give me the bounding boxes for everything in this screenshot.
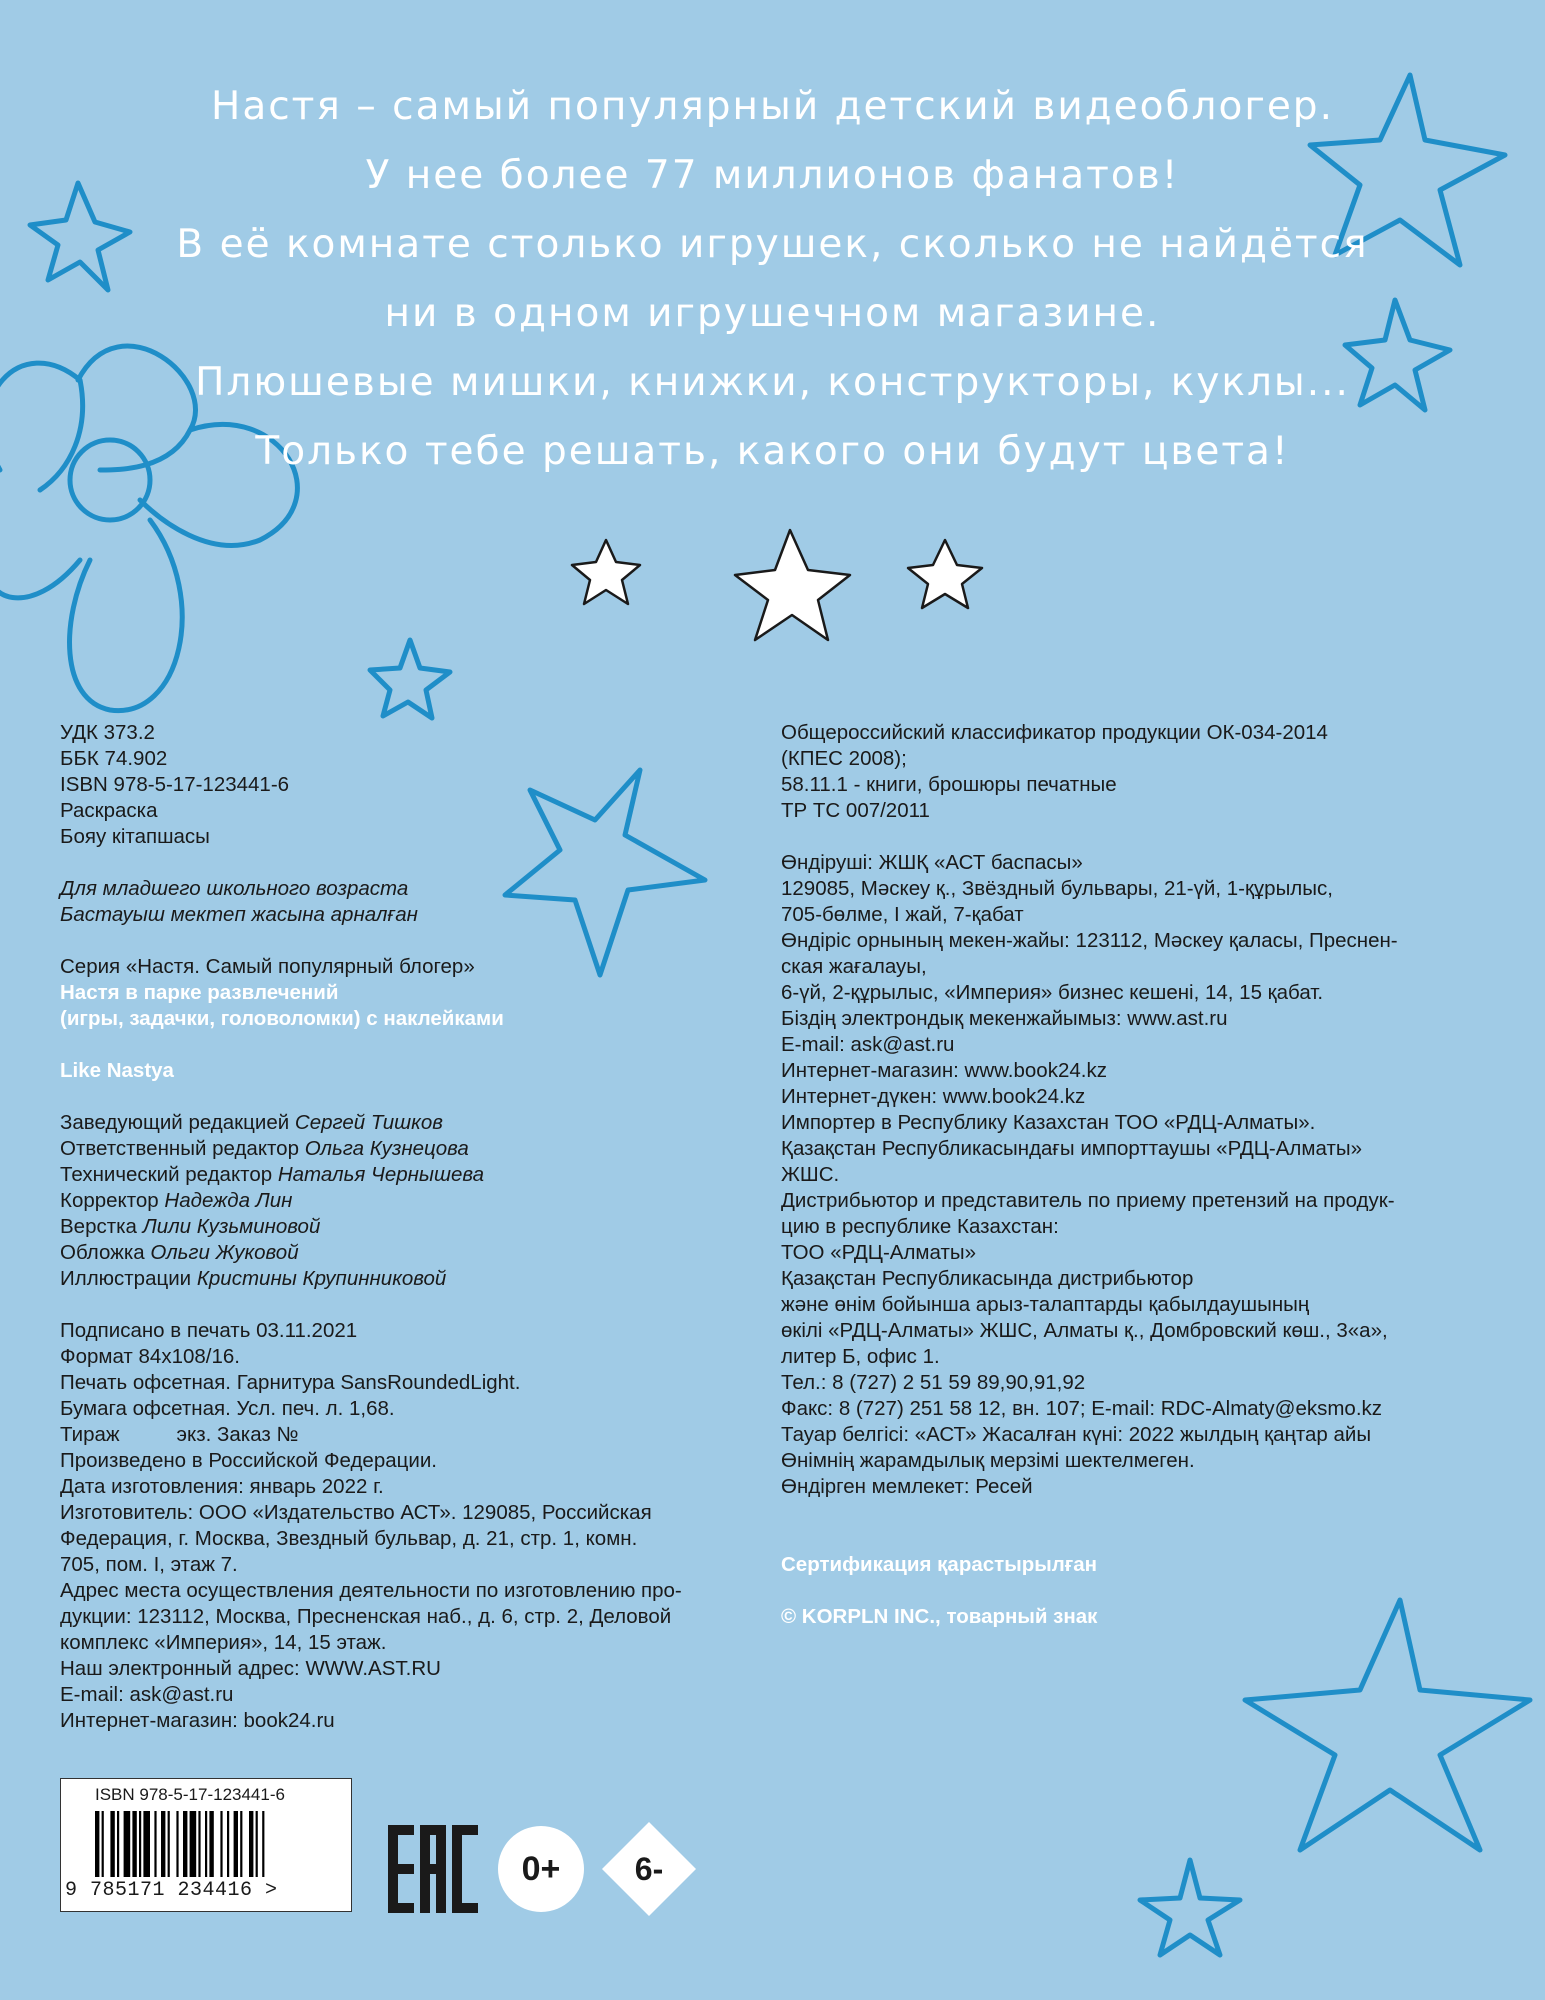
book-title: Настя в парке развлечений (60, 981, 339, 1004)
tagline (150, 72, 1395, 486)
barcode-bar (220, 1811, 222, 1877)
staff-line (60, 1136, 780, 1162)
tagline-line: В её комнате столько игрушек, сколько не найдётся (176, 222, 1369, 267)
kz-info-line: Интернет-дүкен: www.book24.kz (781, 1085, 1086, 1108)
barcode-bar (227, 1811, 229, 1877)
age-kz: Бастауыш мектеп жасына арналған (60, 903, 418, 926)
barcode-bar (168, 1811, 170, 1877)
barcode-bar (249, 1811, 253, 1877)
staff-name: Лили Кузьминовой (142, 1215, 321, 1238)
kz-info-line: және өнім бойынша арыз-талаптарды қабылдаушының (781, 1293, 1310, 1316)
star-outline-icon (1245, 1600, 1530, 1850)
kz-info-line: ЖШС. (781, 1163, 840, 1186)
kz-info-line: цию в республике Казахстан: (781, 1215, 1059, 1238)
barcode-bar (190, 1811, 197, 1877)
kz-info-line: Интернет-магазин: www.book24.kz (781, 1059, 1107, 1082)
udk-code: УДК 373.2 (60, 721, 155, 744)
kz-info-line: Импортер в Республику Казахстан ТОО «РДЦ-Алматы». (781, 1111, 1316, 1134)
tagline-line: Только тебе решать, какого они будут цвета! (255, 429, 1290, 474)
print-info-line: Интернет-магазин: book24.ru (60, 1709, 335, 1732)
barcode-bar (183, 1811, 187, 1877)
print-info-line: E-mail: ask@ast.ru (60, 1683, 234, 1706)
barcode-bar (205, 1811, 207, 1877)
print-info-line: Тираж экз. Заказ № (60, 1423, 299, 1446)
kz-info-line: 705-бөлме, I жай, 7-қабат (781, 903, 1024, 926)
tagline-line: ни в одном игрушечном магазине. (384, 291, 1161, 336)
kz-info-line: Тел.: 8 (727) 2 51 59 89,90,91,92 (781, 1371, 1086, 1394)
kz-info-line: Қазақстан Республикасында дистрибьютор (781, 1267, 1194, 1290)
print-info-line: Адрес места осуществления деятельности по изготовлению про- (60, 1579, 682, 1602)
barcode-bar (256, 1811, 258, 1877)
staff-line (60, 1214, 780, 1240)
kz-info-line: ТОО «РДЦ-Алматы» (781, 1241, 976, 1264)
kz-info-line: Қазақстан Республикасындағы импорттаушы «РДЦ-Алматы» (781, 1137, 1362, 1160)
staff-role: Корректор (60, 1189, 159, 1212)
barcode-bar (124, 1811, 131, 1877)
print-info-line: Произведено в Российской Федерации. (60, 1449, 437, 1472)
barcode-bar (262, 1811, 264, 1877)
barcode-bar (102, 1811, 104, 1877)
classifier-line: ТР ТС 007/2011 (781, 799, 930, 822)
staff-role: Ответственный редактор (60, 1137, 299, 1160)
kz-info-line: Өнімнің жарамдылық мерзімі шектелмеген. (781, 1449, 1195, 1472)
genre-ru: Раскраска (60, 799, 158, 822)
staff-role: Верстка (60, 1215, 137, 1238)
barcode-bar (117, 1811, 119, 1877)
eac-mark-icon (388, 1825, 478, 1913)
print-info-line: Федерация, г. Москва, Звездный бульвар, д. 21, стр. 1, комн. (60, 1527, 638, 1550)
book-subtitle: (игры, задачки, головоломки) с наклейками (60, 1007, 504, 1030)
classifier-line: Общероссийский классификатор продукции ОК-034-2014 (781, 721, 1328, 744)
tagline-line: Плюшевые мишки, книжки, конструкторы, куклы... (195, 360, 1350, 405)
print-info-line: Печать офсетная. Гарнитура SansRoundedLight. (60, 1371, 521, 1394)
isbn-code: ISBN 978-5-17-123441-6 (60, 773, 290, 796)
kz-info-line: Факс: 8 (727) 251 58 12, вн. 107; E-mail: RDC-Almaty@eksmo.kz (781, 1397, 1383, 1420)
kz-info-line: Біздің электрондық мекенжайымыз: www.ast.ru (781, 1007, 1228, 1030)
kz-info-line: 6-үй, 2-құрылыс, «Империя» бизнес кешені, 14, 15 қабат. (781, 981, 1324, 1004)
print-info-line: Изготовитель: ООО «Издательство АСТ». 129085, Российская (60, 1501, 652, 1524)
imprint-right-column (781, 720, 1501, 1630)
barcode-bar (139, 1811, 141, 1877)
kz-info-line: ская жағалауы, (781, 955, 927, 978)
age-ru: Для младшего школьного возраста (60, 877, 409, 900)
kz-info-line: Тауар белгісі: «АСТ» Жасалған күні: 2022 жылдың қаңтар айы (781, 1423, 1372, 1446)
staff-name: Сергей Тишков (294, 1111, 443, 1134)
kz-info-line: E-mail: ask@ast.ru (781, 1033, 955, 1056)
age-rating-0-badge: 0+ (498, 1826, 584, 1912)
certification-note: Сертификация қарастырылған (781, 1553, 1098, 1576)
print-info-line: Дата изготовления: январь 2022 г. (60, 1475, 384, 1498)
imprint-left-column (60, 720, 780, 1734)
star-white-icon (908, 540, 982, 608)
barcode-bar (198, 1811, 200, 1877)
kz-info-line: Дистрибьютор и представитель по приему претензий на продук- (781, 1189, 1395, 1212)
print-info-line: Наш электронный адрес: WWW.AST.RU (60, 1657, 441, 1680)
barcode-bar (209, 1811, 213, 1877)
barcode-bar (176, 1811, 178, 1877)
print-info-line: 705, пом. I, этаж 7. (60, 1553, 238, 1576)
star-outline-icon (1140, 1860, 1240, 1955)
barcode-bar (95, 1811, 99, 1877)
print-info-line: дукции: 123112, Москва, Пресненская наб., д. 6, стр. 2, Деловой (60, 1605, 672, 1628)
staff-line (60, 1240, 780, 1266)
print-info-line: комплекс «Империя», 14, 15 этаж. (60, 1631, 387, 1654)
barcode-bar (110, 1811, 114, 1877)
staff-line (60, 1110, 780, 1136)
staff-role: Технический редактор (60, 1163, 273, 1186)
barcode-bar (154, 1811, 156, 1877)
star-white-icon (735, 530, 850, 640)
staff-role: Обложка (60, 1241, 145, 1264)
barcode-bar (132, 1811, 136, 1877)
staff-role: Иллюстрации (60, 1267, 192, 1290)
tagline-line: У нее более 77 миллионов фанатов! (365, 153, 1180, 198)
series-label: Серия «Настя. Самый популярный блогер» (60, 955, 475, 978)
print-info-line: Подписано в печать 03.11.2021 (60, 1319, 358, 1342)
star-outline-icon (30, 183, 130, 290)
staff-line (60, 1162, 780, 1188)
kz-info-line: литер Б, офис 1. (781, 1345, 940, 1368)
staff-line (60, 1188, 780, 1214)
staff-name: Ольги Жуковой (150, 1241, 299, 1264)
staff-name: Ольга Кузнецова (304, 1137, 469, 1160)
barcode-digits: 9 785171 234416 > (65, 1879, 278, 1902)
barcode (60, 1778, 352, 1912)
barcode-bars (95, 1811, 325, 1877)
barcode-bar (143, 1811, 150, 1877)
kz-info-line: Өндірген мемлекет: Ресей (781, 1475, 1033, 1498)
classifier-line: 58.11.1 - книги, брошюры печатные (781, 773, 1117, 796)
kz-info-line: өкілі «РДЦ-Алматы» ЖШС, Алматы қ., Домбровский көш., 3«а», (781, 1319, 1388, 1342)
star-white-icon (572, 540, 640, 604)
print-info-line: Формат 84x108/16. (60, 1345, 240, 1368)
staff-name: Кристины Крупинниковой (196, 1267, 447, 1290)
staff-line (60, 1266, 780, 1292)
bbk-code: ББК 74.902 (60, 747, 168, 770)
age-rating-6-badge (600, 1820, 698, 1918)
barcode-isbn: ISBN 978-5-17-123441-6 (95, 1785, 285, 1804)
kz-info-line: Өндіруші: ЖШҚ «АСТ баспасы» (781, 851, 1083, 874)
brand-name: Like Nastya (60, 1059, 174, 1082)
age-rating-6-label: 6- (634, 1850, 664, 1887)
tagline-line: Настя – самый популярный детский видеоблогер. (211, 84, 1334, 129)
staff-name: Надежда Лин (164, 1189, 293, 1212)
barcode-bar (161, 1811, 165, 1877)
kz-info-line: 129085, Мәскеу қ., Звёздный бульвары, 21-үй, 1-құрылыс, (781, 877, 1333, 900)
barcode-bar (234, 1811, 238, 1877)
kz-info-line: Өндіріс орнының мекен-жайы: 123112, Мәскеу қаласы, Преснен- (781, 929, 1398, 952)
barcode-bar (240, 1811, 242, 1877)
copyright-note: © KORPLN INC., товарный знак (781, 1605, 1098, 1628)
classifier-line: (КПЕС 2008); (781, 747, 907, 770)
star-outline-icon (370, 640, 450, 718)
staff-name: Наталья Чернышева (277, 1163, 485, 1186)
staff-role: Заведующий редакцией (60, 1111, 290, 1134)
genre-kz: Бояу кітапшасы (60, 825, 210, 848)
print-info-line: Бумага офсетная. Усл. печ. л. 1,68. (60, 1397, 395, 1420)
